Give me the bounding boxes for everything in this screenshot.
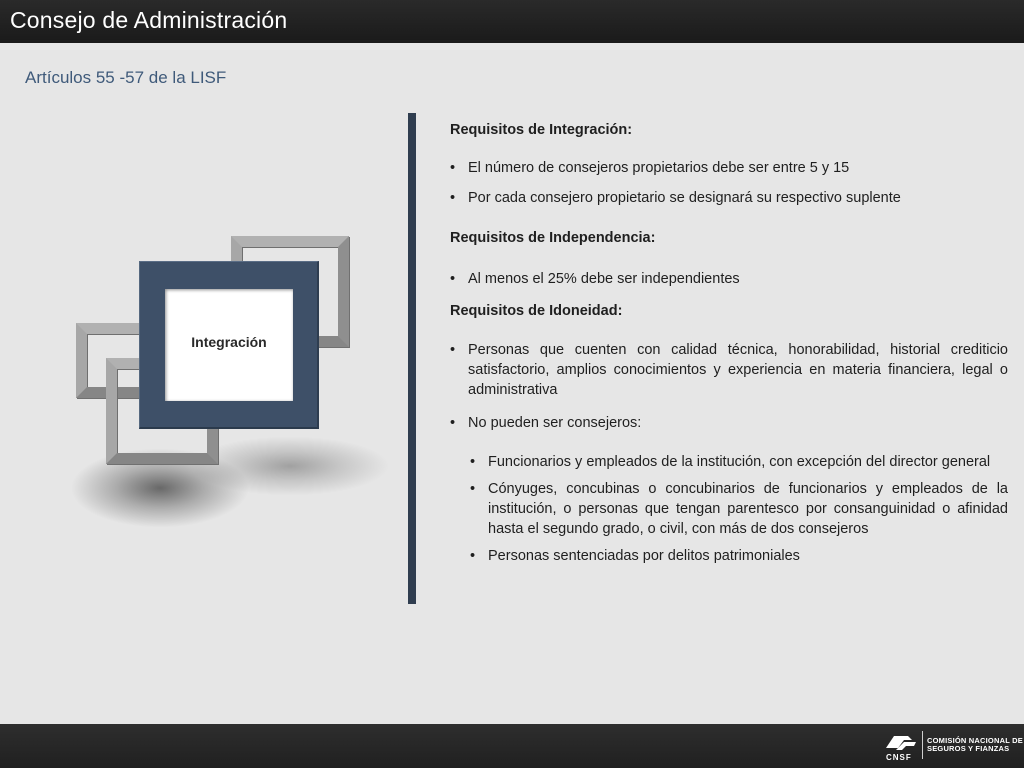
logo-abbreviation: CNSF	[886, 753, 912, 762]
section-title-integracion: Requisitos de Integración:	[450, 122, 633, 138]
idoneidad-list	[450, 340, 1008, 433]
header-bar	[0, 0, 1024, 43]
list-item: • El número de consejeros propietarios debe ser entre 5 y 15	[450, 158, 1008, 178]
list-item: • Por cada consejero propietario se designará su respectivo suplente	[450, 188, 1008, 208]
cnsf-logo-icon	[884, 732, 918, 752]
section-title-idoneidad: Requisitos de Idoneidad:	[450, 303, 623, 319]
logo-line-1: COMISIÓN NACIONAL DE	[927, 736, 1023, 745]
integracion-list	[450, 158, 1008, 208]
page-subtitle: Artículos 55 -57 de la LISF	[25, 68, 227, 87]
list-item: • Personas sentenciadas por delitos patrimoniales	[470, 546, 1008, 566]
footer-bar	[0, 724, 1024, 768]
logo-line-2: SEGUROS Y FIANZAS	[927, 744, 1010, 753]
list-item: • Personas que cuenten con calidad técnica, honorabilidad, historial crediticio satisfactorio, amplios conocimientos y experiencia en materia financiera, legal o administrativa	[450, 340, 1008, 400]
list-item: • Cónyuges, concubinas o concubinarios de funcionarios y empleados de la institución, o personas que tengan parentesco por consanguinidad o afinidad hasta el segundo grado, o civil, con más de dos consejeros	[470, 479, 1008, 539]
vertical-divider	[408, 113, 416, 604]
list-item: • Al menos el 25% debe ser independientes	[450, 269, 1008, 289]
logo-text	[927, 737, 1023, 753]
list-item: • Funcionarios y empleados de la institución, con excepción del director general	[470, 452, 1008, 472]
idoneidad-sublist	[470, 452, 1008, 566]
page-title: Consejo de Administración	[10, 7, 288, 33]
logo-separator	[922, 731, 923, 759]
section-title-independencia: Requisitos de Independencia:	[450, 230, 656, 246]
requirements-content	[450, 120, 1008, 566]
frame-shadow-wide	[190, 436, 390, 496]
list-item: • No pueden ser consejeros:	[450, 413, 1008, 433]
frame-label: Integración	[191, 334, 267, 350]
independencia-list	[450, 269, 1008, 289]
